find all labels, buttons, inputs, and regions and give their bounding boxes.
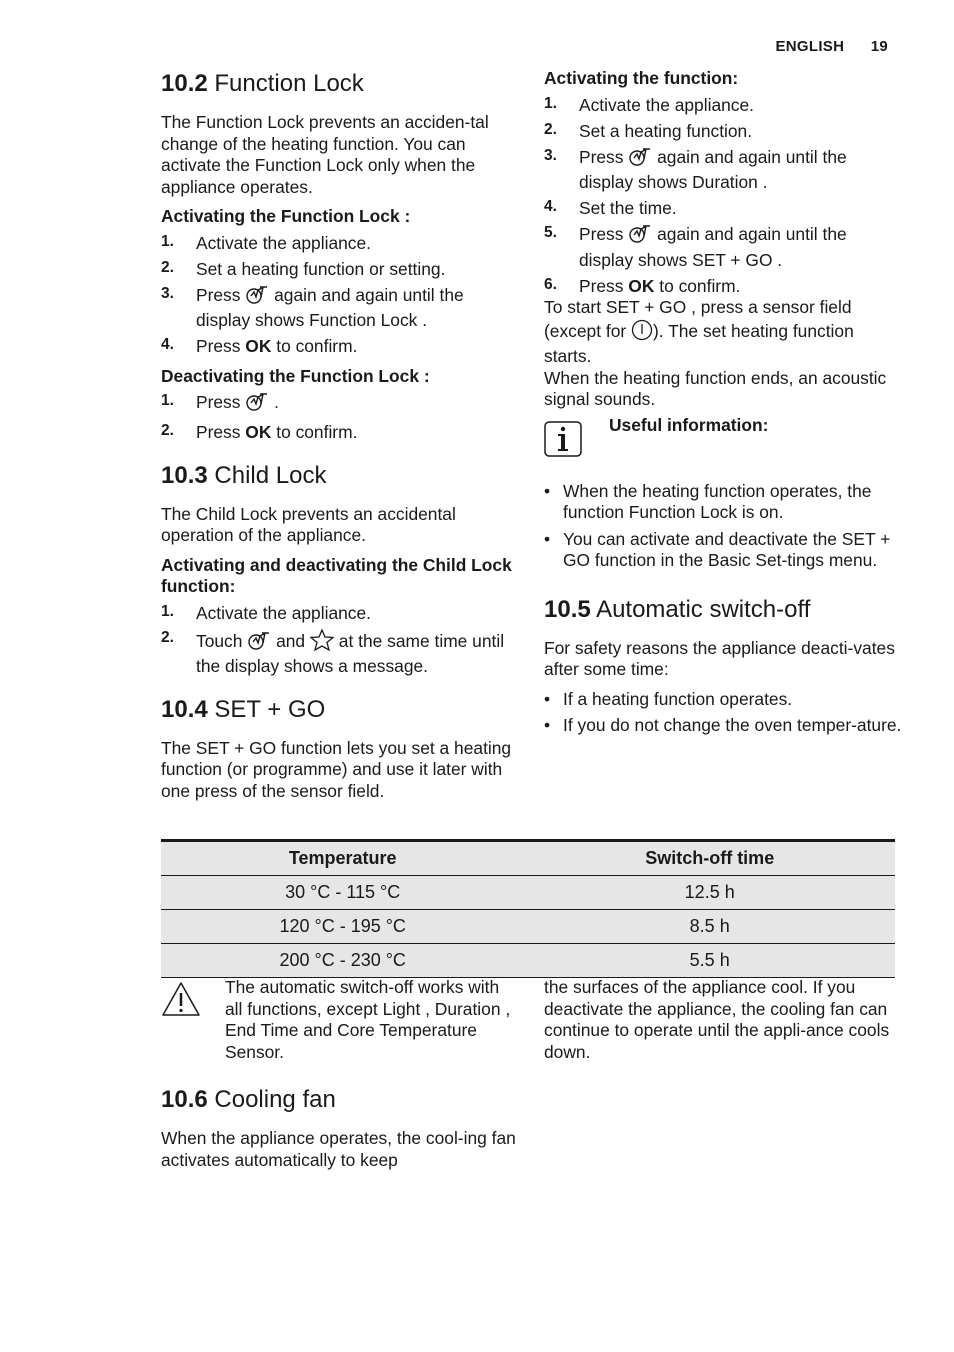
step-text: Set the time. (579, 198, 677, 218)
step-text: Activate the appliance. (196, 602, 371, 623)
table-row (161, 910, 895, 944)
step-number: 2. (161, 258, 174, 276)
section-10-6 (161, 1084, 521, 1179)
section-title (161, 1084, 521, 1116)
section-title (161, 460, 521, 492)
right-column (544, 68, 904, 753)
start-text-post: ). The set heating function starts. (544, 320, 854, 366)
bullet-item: • When the heating function operates, the function Function Lock is on. (544, 481, 904, 524)
step-list (161, 392, 521, 444)
warning-text-left: The automatic switch-off works with all functions, except Light , Duration , End Time and Core Temperature Sensor. (225, 977, 511, 1062)
section-title (161, 68, 521, 100)
table-cell: 8.5 h (524, 910, 895, 944)
step-number: 6. (544, 275, 557, 293)
page-number: 19 (870, 38, 888, 55)
step-item (161, 603, 521, 625)
section-10-5 (544, 594, 904, 737)
info-bullets (544, 481, 904, 572)
step-text: Press (196, 284, 241, 305)
step-text: again and again until the display shows Function Lock . (196, 284, 464, 330)
info-box (544, 414, 904, 471)
bullet-item: • You can activate and deactivate the SET + GO function in the Basic Set-tings menu. (544, 529, 904, 572)
options-icon (245, 392, 269, 418)
step-item (544, 224, 904, 271)
section-number: 10.6 (161, 1086, 208, 1113)
step-text: Press (196, 422, 241, 442)
section-intro: When the appliance operates, the cool-ing fan activates automatically to keep (161, 1128, 516, 1170)
step-text: at the same time until the display shows a message. (196, 630, 505, 676)
step-list (544, 95, 904, 298)
step-text: again and again until the display shows Duration . (579, 146, 847, 192)
table-cell: 12.5 h (524, 876, 895, 910)
step-number: 1. (161, 392, 174, 409)
step-number: 4. (161, 336, 174, 353)
ok-key-label: OK (245, 336, 272, 356)
column-header-temperature: Temperature (161, 841, 524, 876)
section-10-2 (161, 68, 521, 444)
subheading: Activating the function: (544, 68, 739, 88)
section-title (161, 694, 521, 726)
table-header-row (161, 841, 895, 876)
left-column (161, 68, 521, 818)
end-text: When the heating function ends, an acoustic signal sounds. (544, 367, 887, 409)
step-text: Press (196, 336, 241, 356)
power-icon (631, 319, 653, 347)
table-cell: 5.5 h (524, 944, 895, 978)
step-number: 3. (161, 284, 174, 302)
table-cell: 200 °C - 230 °C (161, 944, 524, 978)
section-intro: The Child Lock prevents an accidental operation of the appliance. (161, 503, 456, 545)
section-10-4 (161, 694, 521, 803)
step-item (161, 336, 521, 358)
step-text: Press (579, 275, 624, 296)
start-text (544, 297, 904, 368)
step-text: . (274, 392, 279, 412)
switch-off-table (161, 839, 895, 978)
step-text: Press (196, 392, 241, 412)
step-number: 5. (544, 224, 557, 241)
step-number: 2. (544, 120, 557, 138)
step-number: 3. (544, 146, 557, 164)
info-icon (544, 421, 582, 462)
column-header-switch-off-time: Switch-off time (524, 841, 895, 876)
table-row (161, 876, 895, 910)
step-text: and (276, 630, 306, 651)
step-number: 2. (161, 628, 174, 646)
bullet-list (544, 689, 904, 737)
step-text: Activate the appliance. (196, 232, 371, 253)
subheading: Deactivating the Function Lock : (161, 365, 430, 386)
step-item (161, 259, 521, 281)
section-title (544, 594, 904, 626)
page-header (775, 38, 888, 55)
step-number: 4. (544, 198, 557, 215)
step-text: Touch (196, 630, 243, 651)
step-text: to confirm. (659, 275, 741, 296)
section-number: 10.3 (161, 461, 208, 489)
ok-key-label: OK (245, 422, 272, 442)
step-text: Activate the appliance. (579, 94, 754, 115)
star-icon (310, 629, 334, 657)
subheading: Activating the Function Lock : (161, 206, 411, 226)
section-intro: For safety reasons the appliance deacti-vates after some time: (544, 637, 895, 679)
table-cell: 30 °C - 115 °C (161, 876, 524, 910)
step-text: Press (579, 146, 624, 167)
section-title-text: Function Lock (214, 70, 364, 97)
options-icon (628, 147, 652, 173)
section-title-text: SET + GO (214, 695, 326, 723)
section-title-text: Child Lock (214, 461, 327, 489)
step-text: again and again until the display shows SET + GO . (579, 224, 847, 270)
cooling-fan-text-continued: the surfaces of the appliance cool. If you deactivate the appliance, the cooling fan can continue to operate until the appli-ance cools down. (544, 977, 890, 1062)
step-list (161, 603, 521, 678)
options-icon (245, 285, 269, 311)
section-number: 10.2 (161, 70, 208, 97)
header-language: ENGLISH (775, 38, 845, 55)
section-intro: The Function Lock prevents an acciden-tal change of the heating function. You can activate the Function Lock only when the appliance operates. (161, 112, 489, 197)
section-number: 10.5 (544, 595, 591, 623)
step-item (161, 392, 521, 418)
step-item (544, 147, 904, 194)
step-text: Press (579, 224, 624, 244)
section-title-text: Automatic switch-off (596, 595, 811, 623)
section-title-text: Cooling fan (214, 1086, 336, 1113)
bullet-item: • If you do not change the oven temper-ature. (544, 715, 904, 737)
step-item (544, 276, 904, 298)
step-text: to confirm. (276, 336, 358, 356)
warning-icon (161, 981, 201, 1022)
table-row (161, 944, 895, 978)
step-number: 1. (161, 232, 174, 250)
options-icon (247, 631, 271, 657)
section-10-3 (161, 460, 521, 678)
info-title: Useful information: (609, 414, 769, 435)
start-text-pre: To start SET + GO , press a sensor field (except for (544, 297, 852, 341)
step-item (544, 95, 904, 117)
step-text: Set a heating function or setting. (196, 258, 446, 279)
bullet-item: • If a heating function operates. (544, 689, 904, 711)
step-item (161, 285, 521, 332)
step-item (544, 121, 904, 143)
step-text: Set a heating function. (579, 120, 753, 141)
section-intro: The SET + GO function lets you set a heating function (or programme) and use it later with one press of the sensor field. (161, 737, 512, 801)
step-item (161, 629, 521, 678)
table-cell: 120 °C - 195 °C (161, 910, 524, 944)
section-number: 10.4 (161, 695, 208, 723)
step-number: 1. (544, 94, 557, 112)
step-item (161, 233, 521, 255)
step-list (161, 233, 521, 358)
step-text: to confirm. (276, 422, 358, 442)
step-item (161, 422, 521, 444)
step-item (544, 198, 904, 220)
step-number: 1. (161, 602, 174, 620)
step-number: 2. (161, 422, 174, 439)
options-icon (628, 224, 652, 250)
subheading: Activating and deactivating the Child Lock function: (161, 554, 512, 596)
warning-box (161, 977, 895, 1067)
ok-key-label: OK (628, 275, 655, 296)
